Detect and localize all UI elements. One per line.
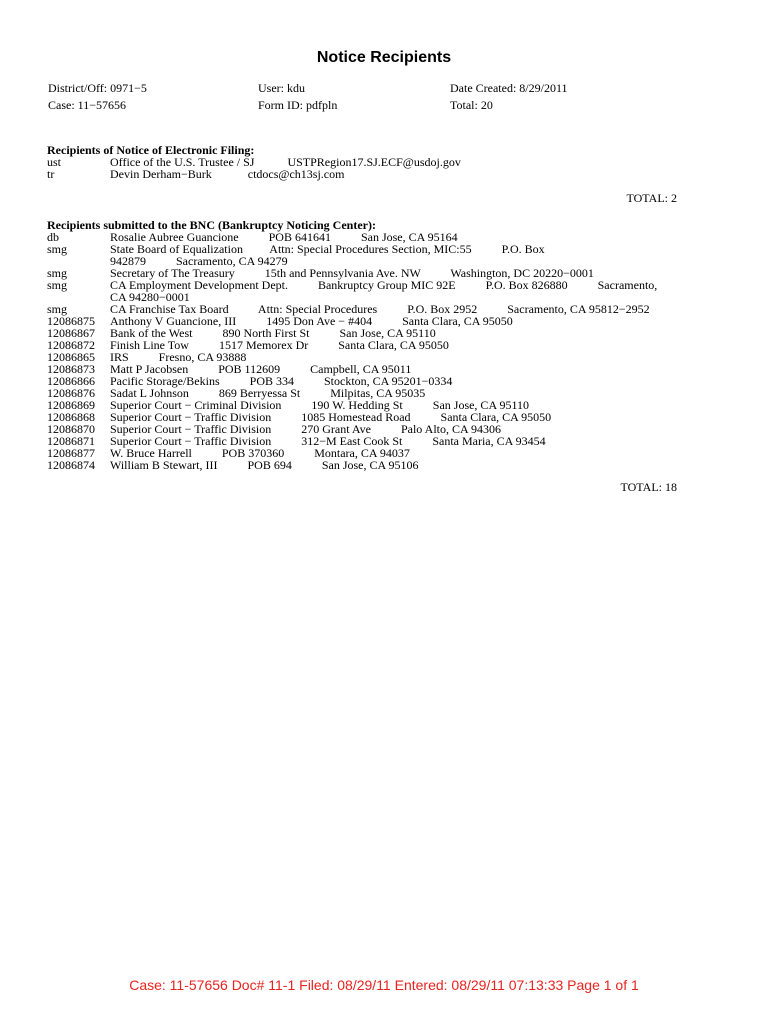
bnc-total: TOTAL: 18 bbox=[620, 480, 677, 494]
recipient-details: Rosalie Aubree Guancione POB 641641 San Jose, CA 95164 bbox=[110, 230, 458, 244]
electronic-total: TOTAL: 2 bbox=[626, 191, 677, 205]
recipient-details: Superior Court − Criminal Division 190 W. Hedding St San Jose, CA 95110 bbox=[110, 398, 529, 412]
form-id: Form ID: pdfpln bbox=[258, 98, 338, 112]
recipient-details: CA Franchise Tax Board Attn: Special Procedures P.O. Box 2952 Sacramento, CA 95812−2952 bbox=[110, 302, 650, 316]
recipient-code: 12086867 bbox=[47, 326, 95, 340]
recipient-details: CA Employment Development Dept. Bankruptcy Group MIC 92E P.O. Box 826880 Sacramento, bbox=[110, 278, 658, 292]
recipient-code: 12086870 bbox=[47, 422, 95, 436]
page-title: Notice Recipients bbox=[316, 49, 452, 66]
recipient-details: Superior Court − Traffic Division 270 Grant Ave Palo Alto, CA 94306 bbox=[110, 422, 501, 436]
recipient-code: 12086876 bbox=[47, 386, 95, 400]
recipient-details: Matt P Jacobsen POB 112609 Campbell, CA 95011 bbox=[110, 362, 412, 376]
user: User: kdu bbox=[258, 81, 305, 95]
recipient-code: tr bbox=[47, 167, 55, 181]
recipient-details: Pacific Storage/Bekins POB 334 Stockton, CA 95201−0334 bbox=[110, 374, 453, 388]
recipient-details: Office of the U.S. Trustee / SJ USTPRegion17.SJ.ECF@usdoj.gov bbox=[110, 155, 461, 169]
date-created: Date Created: 8/29/2011 bbox=[450, 81, 568, 95]
recipient-code: 12086865 bbox=[47, 350, 95, 364]
recipient-code: db bbox=[47, 230, 59, 244]
header-total: Total: 20 bbox=[450, 98, 493, 112]
recipient-details: Finish Line Tow 1517 Memorex Dr Santa Clara, CA 95050 bbox=[110, 338, 449, 352]
recipient-details: Bank of the West 890 North First St San Jose, CA 95110 bbox=[110, 326, 436, 340]
recipient-code: smg bbox=[47, 278, 68, 292]
recipient-code: smg bbox=[47, 242, 68, 256]
recipient-code: 12086871 bbox=[47, 434, 95, 448]
recipient-code: smg bbox=[47, 266, 68, 280]
recipient-code: 12086875 bbox=[47, 314, 95, 328]
recipient-details-continued: 942879 Sacramento, CA 94279 bbox=[110, 254, 288, 268]
recipient-code: 12086877 bbox=[47, 446, 95, 460]
recipient-details: Superior Court − Traffic Division 312−M East Cook St Santa Maria, CA 93454 bbox=[110, 434, 546, 448]
recipient-code: 12086874 bbox=[47, 458, 95, 472]
recipient-details: W. Bruce Harrell POB 370360 Montara, CA 94037 bbox=[110, 446, 410, 460]
recipient-code: 12086869 bbox=[47, 398, 95, 412]
recipient-code: 12086872 bbox=[47, 338, 95, 352]
recipient-details: IRS Fresno, CA 93888 bbox=[110, 350, 247, 364]
recipient-details: Anthony V Guancione, III 1495 Don Ave − #404 Santa Clara, CA 95050 bbox=[110, 314, 513, 328]
recipient-code: 12086868 bbox=[47, 410, 95, 424]
recipient-details: Secretary of The Treasury 15th and Pennsylvania Ave. NW Washington, DC 20220−0001 bbox=[110, 266, 594, 280]
district-office: District/Off: 0971−5 bbox=[48, 81, 147, 95]
case-number: Case: 11−57656 bbox=[48, 98, 126, 112]
recipient-details: William B Stewart, III POB 694 San Jose, CA 95106 bbox=[110, 458, 419, 472]
footer-stamp: Case: 11-57656 Doc# 11-1 Filed: 08/29/11 Entered: 08/29/11 07:13:33 Page 1 of 1 bbox=[129, 977, 639, 993]
recipient-code: smg bbox=[47, 302, 68, 316]
recipient-details: State Board of Equalization Attn: Special Procedures Section, MIC:55 P.O. Box bbox=[110, 242, 545, 256]
recipient-details: Superior Court − Traffic Division 1085 Homestead Road Santa Clara, CA 95050 bbox=[110, 410, 552, 424]
recipient-code: 12086873 bbox=[47, 362, 95, 376]
bnc-heading: Recipients submitted to the BNC (Bankruptcy Noticing Center): bbox=[47, 218, 376, 232]
electronic-heading: Recipients of Notice of Electronic Filing: bbox=[47, 143, 255, 157]
recipient-details: Devin Derham−Burk ctdocs@ch13sj.com bbox=[110, 167, 345, 181]
recipient-details: Sadat L Johnson 869 Berryessa St Milpitas, CA 95035 bbox=[110, 386, 426, 400]
recipient-code: ust bbox=[47, 155, 62, 169]
recipient-code: 12086866 bbox=[47, 374, 95, 388]
recipient-details-continued: CA 94280−0001 bbox=[110, 290, 190, 304]
